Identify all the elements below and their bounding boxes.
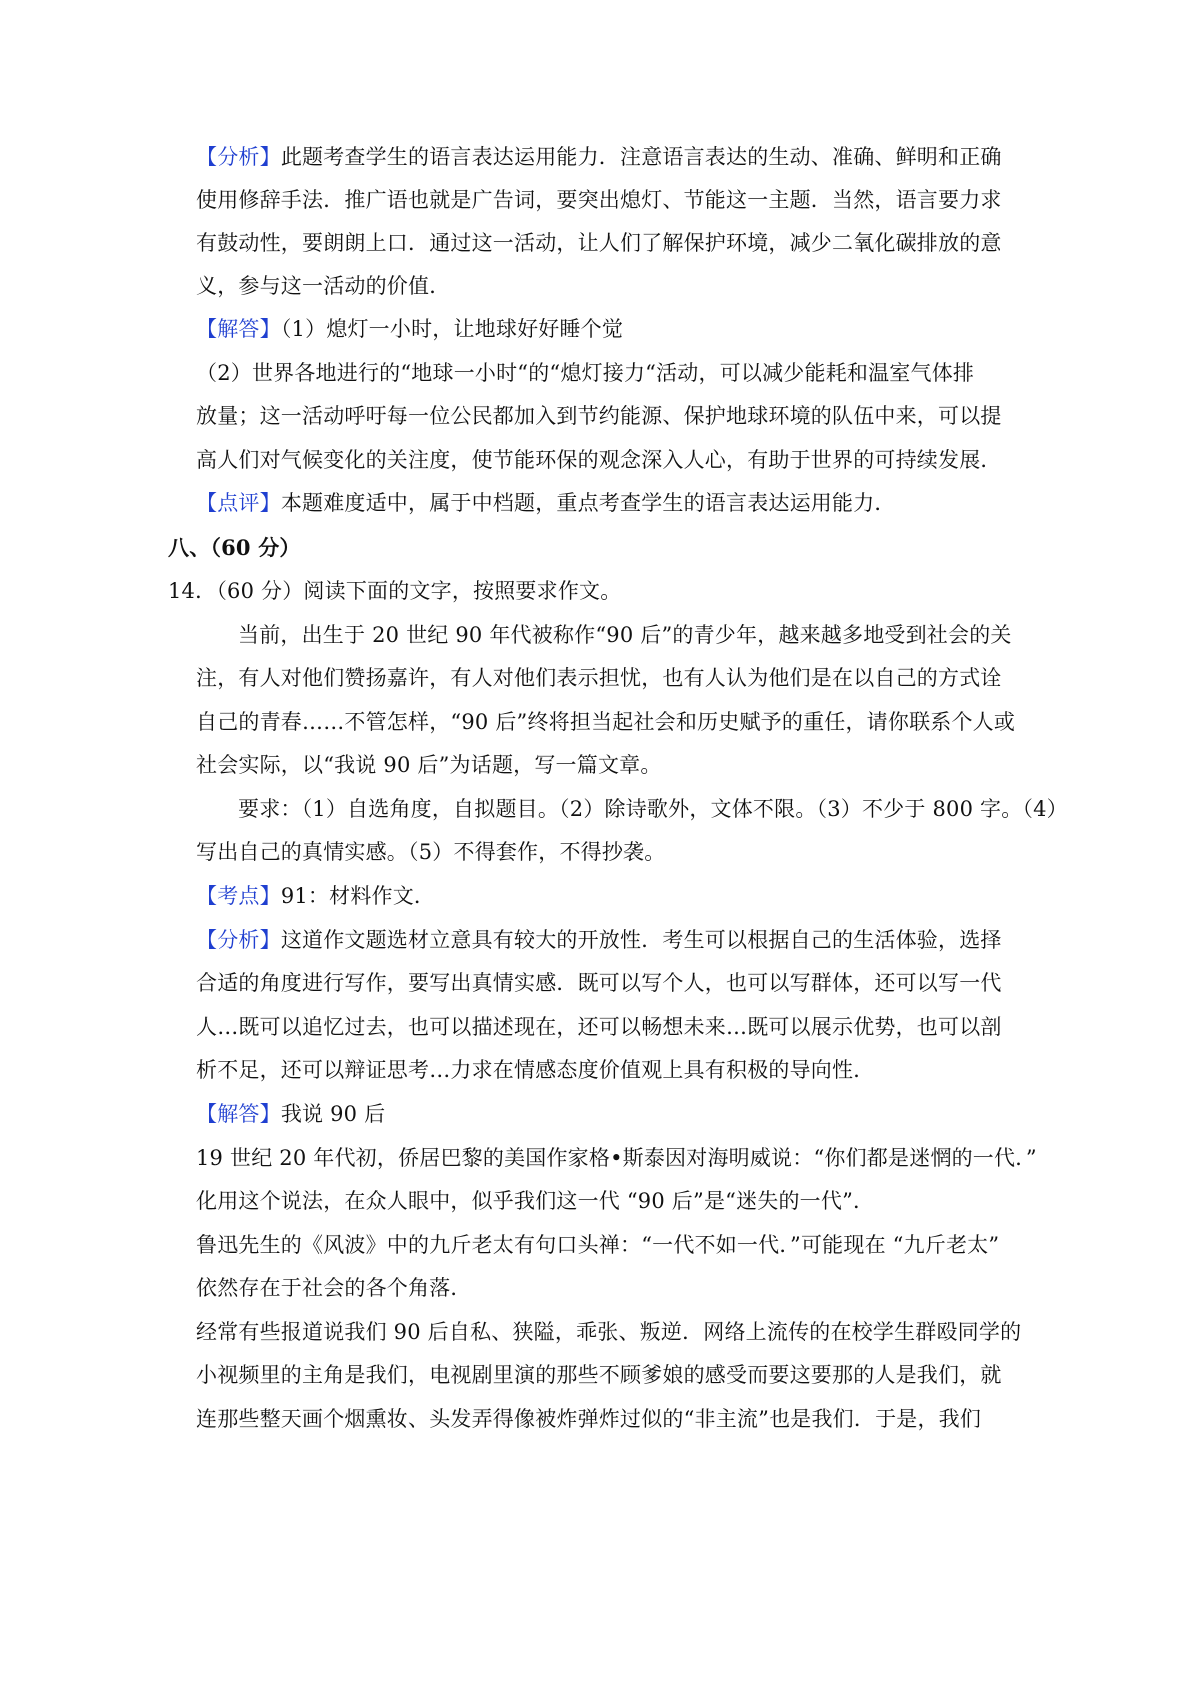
section-heading: 八、（60 分）	[168, 535, 301, 560]
q14-kaodian-text: 91：材料作文．	[280, 884, 436, 908]
q14-kaodian-line	[196, 881, 435, 911]
q14-answer-line-1	[196, 1099, 385, 1129]
q13-analysis-line-3: 有鼓动性，要朗朗上口．通过这一活动，让人们了解保护环境，减少二氧化碳排放的意	[196, 231, 1002, 255]
q14-analysis-text-1: 这道作文题选材立意具有较大的开放性．考生可以根据自己的生活体验，选择	[280, 928, 1002, 952]
answer-tag: 【解答】	[196, 1102, 281, 1126]
q13-analysis-line-4: 义，参与这一活动的价值．	[196, 274, 451, 298]
comment-tag: 【点评】	[196, 491, 281, 515]
q14-material-line-2: 注，有人对他们赞扬嘉许，有人对他们表示担忧，也有人认为他们是在以自己的方式诠	[196, 666, 1002, 690]
q14-answer-line-3: 化用这个说法，在众人眼中，似乎我们这一代 “90 后”是“迷失的一代”．	[196, 1189, 875, 1213]
q13-comment-line	[196, 488, 896, 518]
q14-analysis-line-3: 人…既可以追忆过去，也可以描述现在，还可以畅想未来…既可以展示优势，也可以剖	[196, 1015, 1002, 1039]
q13-answer-line-4: 高人们对气候变化的关注度，使节能环保的观念深入人心，有助于世界的可持续发展．	[196, 448, 1002, 472]
q14-answer-line-8: 连那些整天画个烟熏妆、头发弄得像被炸弹炸过似的“非主流”也是我们．于是，我们	[196, 1407, 982, 1431]
kaodian-tag: 【考点】	[196, 884, 281, 908]
analysis-tag: 【分析】	[196, 928, 281, 952]
q14-answer-title: 我说 90 后	[280, 1102, 386, 1126]
answer-tag: 【解答】	[196, 317, 281, 341]
q14-answer-line-4: 鲁迅先生的《风波》中的九斤老太有句口头禅：“一代不如一代．”可能现在 “九斤老太”	[196, 1233, 1000, 1257]
q14-analysis-line-4: 析不足，还可以辩证思考…力求在情感态度价值观上具有积极的导向性．	[196, 1058, 875, 1082]
q14-analysis-line-2: 合适的角度进行写作，要写出真情实感．既可以写个人，也可以写群体，还可以写一代	[196, 971, 1002, 995]
q14-stem: 14．（60 分）阅读下面的文字，按照要求作文。	[168, 579, 622, 603]
q14-requirement-line-2: 写出自己的真情实感。（5）不得套作，不得抄袭。	[196, 840, 666, 864]
q14-answer-line-7: 小视频里的主角是我们，电视剧里演的那些不顾爹娘的感受而要这要那的人是我们，就	[196, 1363, 1002, 1387]
q14-material-line-4: 社会实际，以“我说 90 后”为话题，写一篇文章。	[196, 753, 662, 777]
q14-analysis-line-1	[196, 925, 1002, 955]
q13-analysis-text-1: 此题考查学生的语言表达运用能力．注意语言表达的生动、准确、鲜明和正确	[280, 145, 1002, 169]
q13-comment-text: 本题难度适中，属于中档题，重点考查学生的语言表达运用能力．	[280, 491, 896, 515]
analysis-tag: 【分析】	[196, 145, 281, 169]
q13-analysis-line-2: 使用修辞手法．推广语也就是广告词，要突出熄灯、节能这一主题．当然，语言要力求	[196, 188, 1002, 212]
q14-answer-line-2: 19 世纪 20 年代初，侨居巴黎的美国作家格•斯泰因对海明威说：“你们都是迷惘的一代．”	[196, 1146, 1037, 1170]
q14-answer-line-5: 依然存在于社会的各个角落．	[196, 1276, 472, 1300]
q13-answer-line-3: 放量；这一活动呼吁每一位公民都加入到节约能源、保护地球环境的队伍中来，可以提	[196, 404, 1002, 428]
q14-material-line-1: 当前，出生于 20 世纪 90 年代被称作“90 后”的青少年，越来越多地受到社会的关	[238, 623, 1012, 647]
q14-material-line-3: 自己的青春……不管怎样，“90 后”终将担当起社会和历史赋予的重任，请你联系个人或	[196, 710, 1016, 734]
q13-analysis-line-1	[196, 142, 1002, 172]
q13-answer-line-1	[196, 314, 623, 344]
q14-answer-line-6: 经常有些报道说我们 90 后自私、狭隘，乖张、叛逆．网络上流传的在校学生群殴同学的	[196, 1320, 1022, 1344]
q14-requirement-line-1: 要求：（1）自选角度，自拟题目。（2）除诗歌外，文体不限。（3）不少于 800 字。（4）	[238, 797, 1068, 821]
q13-answer-line-2: （2）世界各地进行的“地球一小时“的“熄灯接力“活动，可以减少能耗和温室气体排	[196, 361, 975, 385]
q13-answer-first: （1）熄灯一小时，让地球好好睡个觉	[280, 317, 624, 341]
